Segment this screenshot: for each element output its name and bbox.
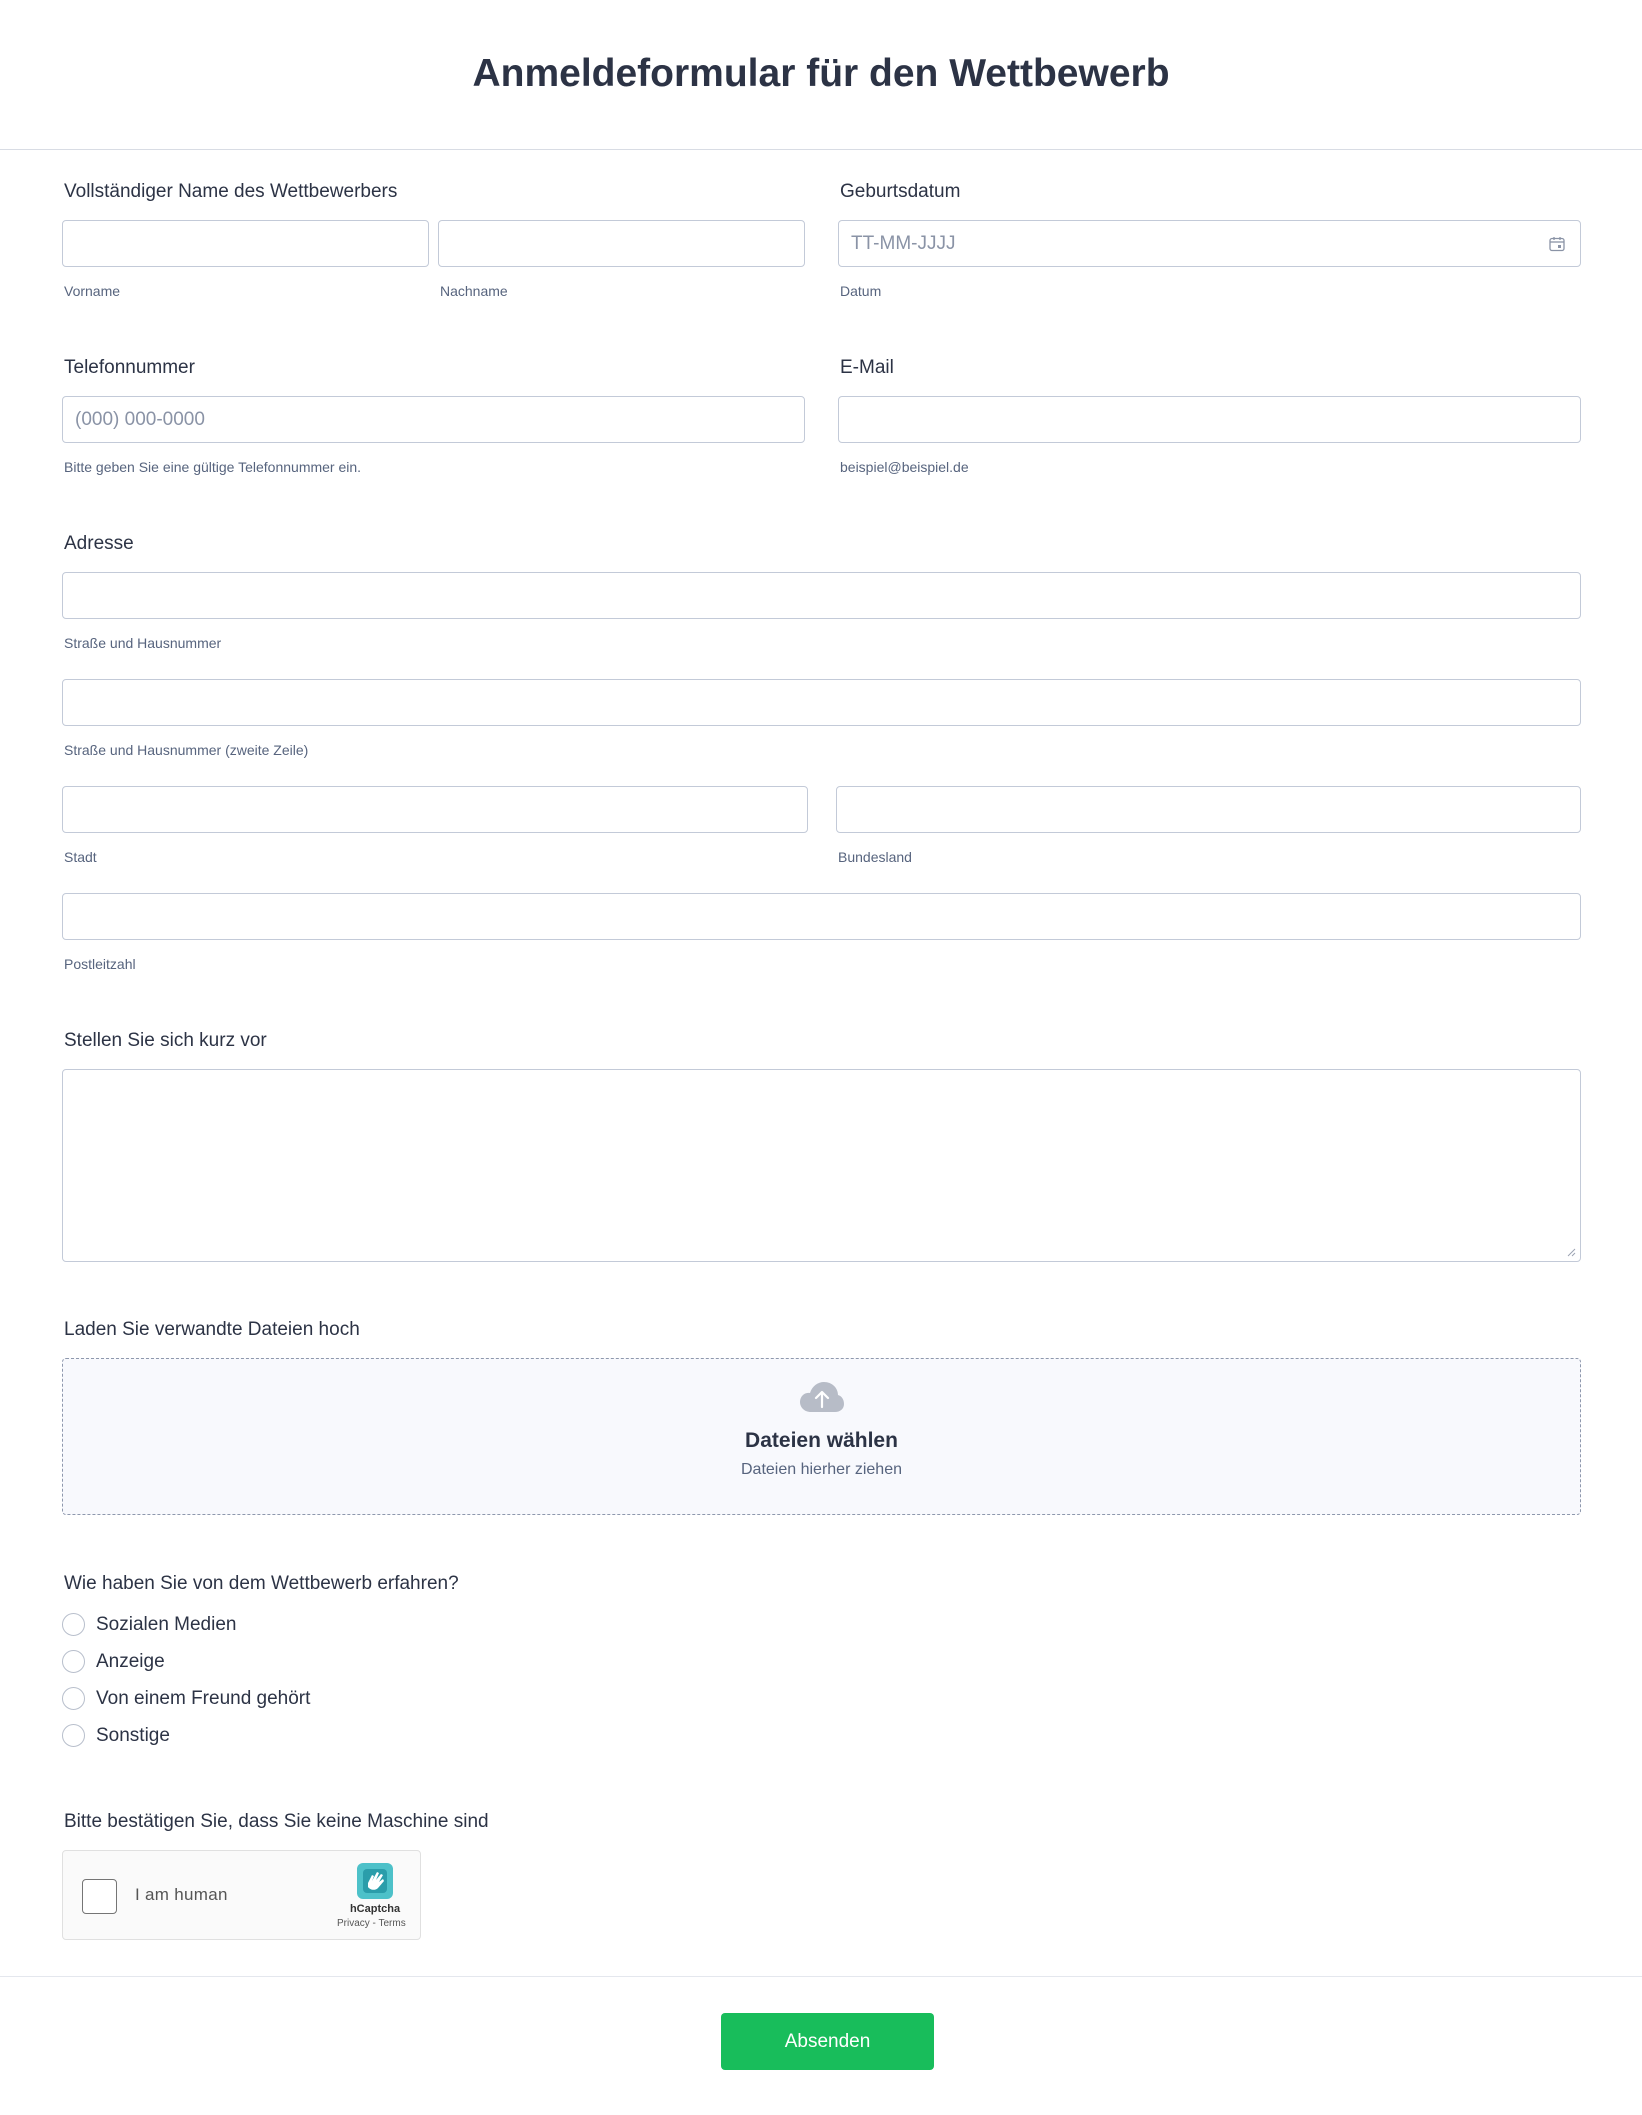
upload-label: Laden Sie verwandte Dateien hoch (64, 1319, 360, 1340)
email-sublabel: beispiel@beispiel.de (840, 459, 969, 475)
captcha-brand: hCaptcha (349, 1903, 401, 1915)
radio-option-ad[interactable] (62, 1650, 165, 1673)
radio-button[interactable] (62, 1687, 85, 1710)
phone-placeholder: (000) 000-0000 (75, 408, 205, 430)
phone-sublabel: Bitte geben Sie eine gültige Telefonnummer ein. (64, 459, 362, 475)
hcaptcha-logo-icon (355, 1861, 395, 1901)
street-sublabel: Straße und Hausnummer (64, 635, 222, 651)
calendar-icon[interactable] (1548, 235, 1566, 253)
city-sublabel: Stadt (64, 849, 97, 865)
footer-divider (0, 1976, 1642, 1977)
captcha-widget (62, 1850, 421, 1940)
captcha-links[interactable]: Privacy - Terms (337, 1918, 406, 1929)
radio-option-other[interactable] (62, 1724, 170, 1747)
phone-label: Telefonnummer (64, 357, 195, 378)
drag-files-hint: Dateien hierher ziehen (741, 1461, 902, 1478)
captcha-label: Bitte bestätigen Sie, dass Sie keine Maschine sind (64, 1811, 489, 1832)
radio-button[interactable] (62, 1650, 85, 1673)
birthdate-input[interactable] (838, 220, 1581, 267)
choose-files-button[interactable]: Dateien wählen (745, 1429, 898, 1452)
first-name-sublabel: Vorname (64, 283, 121, 299)
intro-textarea[interactable] (62, 1069, 1581, 1262)
street-input[interactable] (62, 572, 1581, 619)
captcha-checkbox-text: I am human (135, 1885, 228, 1904)
radio-button[interactable] (62, 1724, 85, 1747)
street2-sublabel: Straße und Hausnummer (zweite Zeile) (64, 742, 309, 758)
name-label: Vollständiger Name des Wettbewerbers (64, 181, 398, 202)
radio-option-social[interactable] (62, 1613, 236, 1636)
radio-label: Sonstige (96, 1724, 170, 1746)
radio-label: Sozialen Medien (96, 1613, 237, 1635)
last-name-sublabel: Nachname (440, 283, 508, 299)
submit-button[interactable]: Absenden (721, 2013, 934, 2070)
radio-label: Von einem Freund gehört (96, 1687, 311, 1709)
email-input[interactable] (838, 396, 1581, 443)
street2-input[interactable] (62, 679, 1581, 726)
form-header (0, 0, 1642, 150)
first-name-input[interactable] (62, 220, 429, 267)
intro-label: Stellen Sie sich kurz vor (64, 1030, 267, 1051)
phone-input[interactable] (62, 396, 805, 443)
zip-sublabel: Postleitzahl (64, 956, 136, 972)
radio-label: Anzeige (96, 1650, 165, 1672)
resize-grip-icon[interactable] (1566, 1247, 1576, 1257)
email-label: E-Mail (840, 357, 894, 378)
birthdate-sublabel: Datum (840, 283, 882, 299)
file-upload-dropzone[interactable] (62, 1358, 1581, 1515)
source-label: Wie haben Sie von dem Wettbewerb erfahren? (64, 1573, 459, 1594)
zip-input[interactable] (62, 893, 1581, 940)
cloud-upload-icon (799, 1381, 845, 1415)
radio-button[interactable] (62, 1613, 85, 1636)
page-title: Anmeldeformular für den Wettbewerb (472, 51, 1170, 95)
city-input[interactable] (62, 786, 808, 833)
captcha-checkbox[interactable] (82, 1879, 117, 1914)
radio-option-friend[interactable] (62, 1687, 310, 1710)
birthdate-label: Geburtsdatum (840, 181, 961, 202)
state-input[interactable] (836, 786, 1581, 833)
state-sublabel: Bundesland (838, 849, 912, 865)
address-label: Adresse (64, 533, 134, 554)
birthdate-placeholder: TT-MM-JJJJ (851, 232, 956, 254)
last-name-input[interactable] (438, 220, 805, 267)
